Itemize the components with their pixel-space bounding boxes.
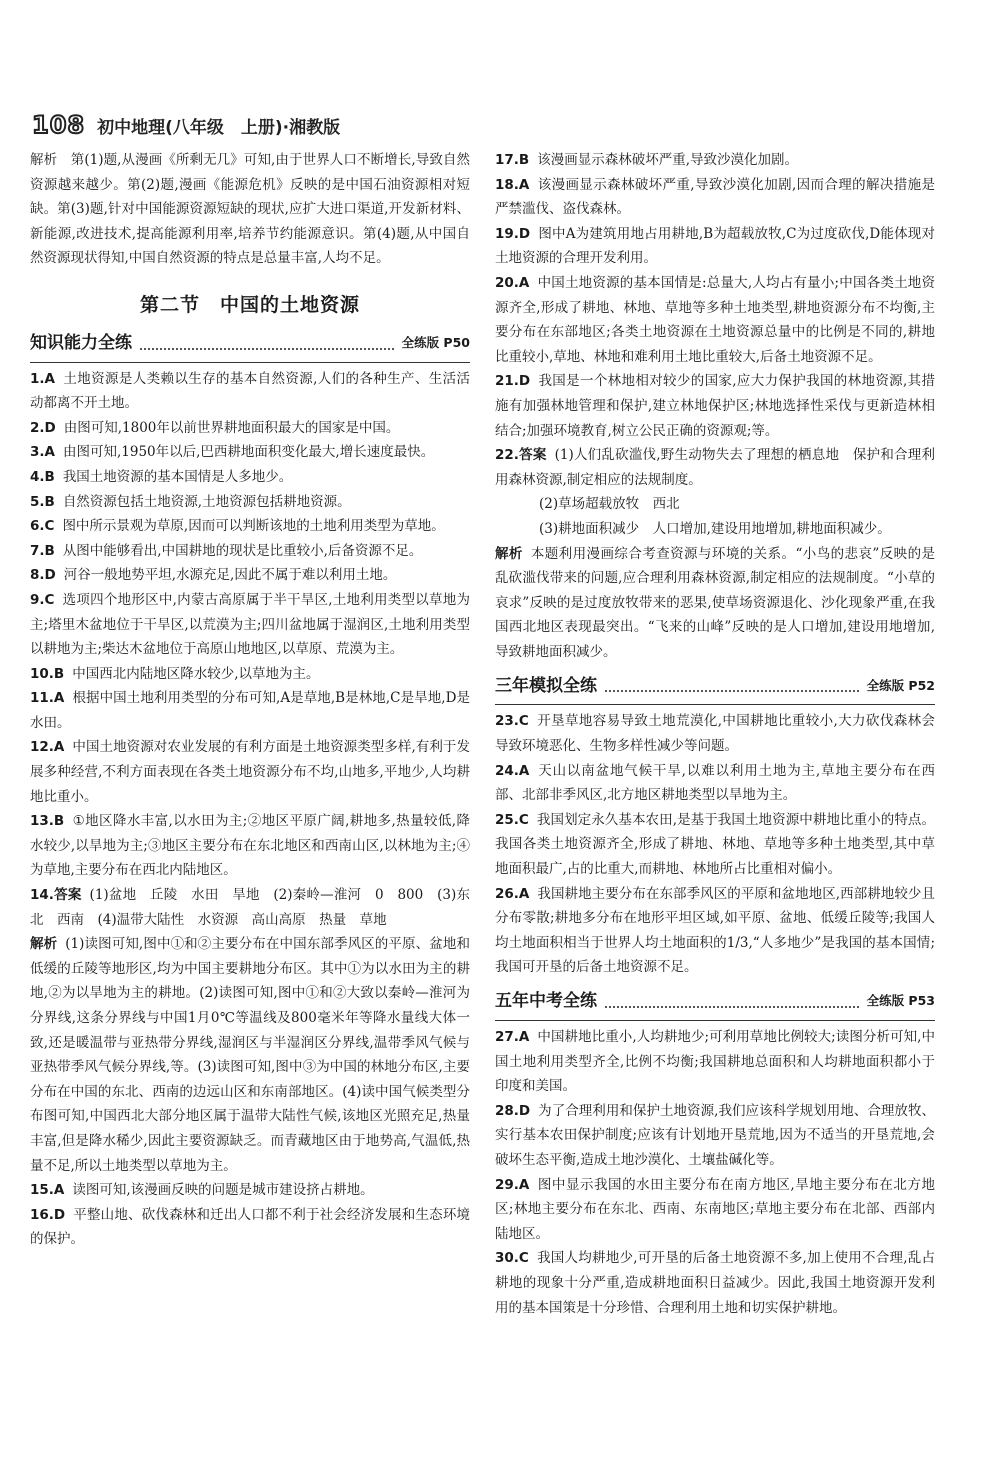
answer-item [495,882,935,980]
answer-item [30,514,470,539]
answer-number: 9.C [30,591,55,608]
answer-22-explanation: 解析 本题利用漫画综合考查资源与环境的关系。“小鸟的悲哀”反映的是乱砍滥伐带来的问题,应合理利用森林资源,制定相应的法规制度。“小草的哀求”反映的是过度放牧带来的恶果,使草场资源退化、沙化现象严重,在我国西北地区表现最突出。“飞来的山峰”反映的是人口增加,建设用地增加,导致耕地面积减少。 [495,545,935,660]
answer-number: 27.A [495,1029,530,1045]
book-title: 初中地理(八年级 上册)·湘教版 [97,117,341,138]
bar-title: 五年中考全练 [495,991,597,1012]
answer-text: 该漫画显示森林破坏严重,导致沙漠化加剧,因而合理的解决措施是严禁滥伐、盗伐森林。 [495,176,935,218]
answer-number: 12.A [30,739,65,756]
answer-list [495,709,935,980]
answer-text: 由图可知,1950年以后,巴西耕地面积变化最大,增长速度最快。 [62,444,435,461]
section-bar [495,670,935,705]
answer-number: 4.B [30,468,55,485]
answer-item [30,440,470,465]
answer-item [30,1203,470,1252]
answer-item [495,808,935,882]
answer-text: 图中A为建筑用地占用耕地,B为超载放牧,C为过度砍伐,D能体现对土地资源的合理开发利用。 [495,225,935,267]
answer-text: 开垦草地容易导致土地荒漠化,中国耕地比重较小,大力砍伐森林会导致环境恶化、生物多样性减少等问题。 [495,713,935,755]
answer-item [495,148,935,173]
answer-item [30,932,470,1178]
answer-text: 我国土地资源的基本国情是人多地少。 [62,468,293,485]
answer-item [30,1178,470,1203]
answer-item [30,416,470,441]
answer-text: 我国耕地主要分布在东部季风区的平原和盆地地区,西部耕地较少且分布零散;耕地多分布在地形平坦区域,如平原、盆地、低缓丘陵等;我国人均土地面积相当于世界人均土地面积的1/3,“人多地少”是我国的基本国情;我国可开垦的后备土地资源不足。 [495,885,935,976]
answer-number: 6.C [30,518,55,535]
answer-text: 根据中国土地利用类型的分布可知,A是草地,B是林地,C是旱地,D是水田。 [30,690,470,731]
answer-item [30,539,470,564]
answer-number: 17.B [495,152,530,168]
answer-text: 土地资源是人类赖以生存的基本自然资源,人们的各种生产、生活活动都离不开土地。 [30,370,470,412]
answer-text: (1)盆地 丘陵 水田 旱地 (2)秦岭—淮河 0 800 (3)东北 西南 (4)温带大陆性 水资源 高山高原 热量 草地 [30,887,470,928]
left-column [30,148,470,1252]
answer-item [30,686,470,735]
answer-text: 中国土地资源对农业发展的有利方面是土地资源类型多样,有利于发展多种经营,不利方面表现在各类土地资源分布不均,山地多,平地少,人均耕地比重小。 [30,739,470,805]
answer-number: 2.D [30,419,56,436]
answer-text: 中国土地资源的基本国情是:总量大,人均占有量小;中国各类土地资源齐全,形成了耕地、林地、草地等多种土地类型,耕地资源分布不均衡,主要分布在东部地区;各类土地资源在土地资源总量中的比例是不同的,耕地比重较小,草地、林地和难利用土地比重较大,后备土地资源不足。 [495,274,935,365]
answer-item [495,1025,935,1099]
answer-item [495,1246,935,1320]
answer-item [30,883,470,932]
answer-item [30,563,470,588]
bar-dots [605,690,859,692]
answer-number: 22.答案 [495,447,547,464]
answer-number: 30.C [495,1250,529,1267]
intro-explanation: 解析 第(1)题,从漫画《所剩无几》可知,由于世界人口不断增长,导致自然资源越来越少。第(2)题,漫画《能源危机》反映的是中国石油资源相对短缺。第(3)题,针对中国能源资源短缺的现状,应扩大进口渠道,开发新材料、新能源,改进技术,提高能源利用率,培养节约能源意识。第(4)题,从中国自然资源现状得知,中国自然资源的特点是总量丰富,人均不足。 [30,152,470,267]
answer-item [30,367,470,416]
answer-text: 选项四个地形区中,内蒙古高原属于半干旱区,土地利用类型以草地为主;塔里木盆地位于干旱区,以荒漠为主;四川盆地属于湿润区,土地利用类型以耕地为主;柴达木盆地位于高原山地地区,以草原、荒漠为主。 [30,591,470,658]
answer-list [495,1025,935,1320]
answer-number: 23.C [495,713,529,730]
answer-item [495,759,935,808]
answer-number: 28.D [495,1102,531,1119]
section-bar [495,986,935,1021]
answer-text: (1)读图可知,图中①和②主要分布在中国东部季风区的平原、盆地和低缓的丘陵等地形区,均为中国主要耕地分布区。其中①为以水田为主的耕地,②为以旱地为主的耕地。(2)读图可知,图中①和②大致以秦岭—淮河为分界线,这条分界线与中国1月0℃等温线及800毫米年等降水量线大体一致,还是暖温带与亚热带分界线,湿润区与半湿润区分界线,温带季风气候与亚热带季风气候分界线,等。(3)读图可知,图中③为中国的林地分布区,主要分布在中国的东北、西南的边远山区和东南部地区。(4)读中国气候类型分布图可知,中国西北大部分地区属于温带大陆性气候,该地区光照充足,热量丰富,但是降水稀少,因此主要资源缺乏。而青藏地区由于地势高,气温低,热量不足,所以土地类型以草地为主。 [30,936,470,1174]
answer-item [495,173,935,222]
answer-number: 14.答案 [30,887,82,904]
answer-item [495,1099,935,1173]
answer-text: 中国耕地比重小,人均耕地少;可利用草地比例较大;读图分析可知,中国土地利用类型齐全,比例不均衡;我国耕地总面积和人均耕地面积都小于印度和美国。 [495,1029,935,1095]
answer-number: 1.A [30,370,55,387]
answer-number: 19.D [495,225,531,242]
page-number: 108 [32,111,86,139]
answer-text: 为了合理利用和保护土地资源,我们应该科学规划用地、合理放牧、实行基本农田保护制度;应该有计划地开垦荒地,因为不适当的开垦荒地,会破坏生态平衡,造成土地沙漠化、土壤盐碱化等。 [495,1102,935,1168]
section-title: 第二节 中国的土地资源 [139,293,360,316]
answer-item [495,1173,935,1247]
answer-22-part3: (3)耕地面积减少 人口增加,建设用地增加,耕地面积减少。 [539,520,891,537]
answer-number: 24.A [495,762,530,779]
bar-title: 知识能力全练 [30,332,132,353]
answer-number: 10.B [30,665,65,682]
answer-item [30,735,470,809]
bar-dots [140,348,394,350]
answer-text: 平整山地、砍伐森林和迁出人口都不利于社会经济发展和生态环境的保护。 [30,1206,470,1248]
answer-text: 自然资源包括土地资源,土地资源包括耕地资源。 [62,493,351,510]
right-column [495,148,935,1320]
answer-item [495,369,935,443]
answer-text: 我国人均耕地少,可开垦的后备土地资源不多,加上使用不合理,乱占耕地的现象十分严重,造成耕地面积日益减少。因此,我国土地资源开发利用的基本国策是十分珍惜、合理利用土地和切实保护耕地。 [495,1250,935,1316]
answer-item [495,443,935,492]
answer-number: 18.A [495,176,530,193]
answer-number: 16.D [30,1206,66,1223]
answer-number: 21.D [495,373,531,390]
bar-ref: 全练版 P50 [401,334,470,350]
answer-number: 29.A [495,1176,530,1193]
bar-ref: 全练版 P53 [866,993,935,1009]
answer-item [495,222,935,271]
bar-ref: 全练版 P52 [866,677,935,693]
answer-text: 我国是一个林地相对较少的国家,应大力保护我国的林地资源,其措施有加强林地管理和保护,建立林地保护区;林地选择性采伐与更新造林相结合;加强环境教育,树立公民正确的资源观;等。 [495,373,935,439]
page-header [30,108,970,142]
bar-title: 三年模拟全练 [495,675,597,696]
answer-text: 从图中能够看出,中国耕地的现状是比重较小,后备资源不足。 [62,542,423,559]
answer-text: 由图可知,1800年以前世界耕地面积最大的国家是中国。 [63,419,400,436]
answer-number: 8.D [30,567,56,584]
answer-number: 15.A [30,1182,65,1199]
answer-number: 26.A [495,885,530,902]
answer-number: 5.B [30,493,55,510]
answer-text: 我国划定永久基本农田,是基于我国土地资源中耕地比重小的特点。我国各类土地资源齐全,形成了耕地、林地、草地等多种土地类型,其中草地面积最广,占的比重大,而耕地、林地所占比重相对偏小。 [495,811,935,878]
answer-number: 3.A [30,444,55,461]
answer-item [30,809,470,883]
answer-list [495,148,935,492]
answer-text: 中国西北内陆地区降水较少,以草地为主。 [72,665,320,682]
answer-number: 20.A [495,274,530,291]
answer-number: 25.C [495,811,529,828]
answer-22-part2: (2)草场超载放牧 西北 [539,496,680,513]
answer-text: 该漫画显示森林破坏严重,导致沙漠化加剧。 [537,152,799,168]
answer-item [30,662,470,687]
answer-text: 读图可知,该漫画反映的问题是城市建设挤占耕地。 [72,1182,374,1199]
answer-text: ①地区降水丰富,以水田为主;②地区平原广阔,耕地多,热量较低,降水较少,以旱地为主;③地区主要分布在东北地区和西南山区,以林地为主;④为草地,主要分布在西北内陆地区。 [30,813,470,879]
section-bar [30,328,470,363]
answer-text: 图中所示景观为草原,因而可以判断该地的土地利用类型为草地。 [62,518,445,535]
answer-text: 天山以南盆地气候干旱,以难以利用土地为主,草地主要分布在西部、北部非季风区,北方地区耕地类型以旱地为主。 [495,762,935,804]
answer-item [495,709,935,758]
answer-number: 解析 [30,936,58,953]
answer-number: 13.B [30,813,65,830]
answer-item [495,271,935,369]
answer-item [30,465,470,490]
bar-dots [605,1006,859,1008]
answer-item [30,490,470,515]
answer-text: 河谷一般地势平坦,水源充足,因此不属于难以利用土地。 [63,567,397,584]
answer-text: 图中显示我国的水田主要分布在南方地区,旱地主要分布在北方地区;林地主要分布在东北、西南、东南地区;草地主要分布在北部、西部内陆地区。 [495,1176,935,1242]
answer-number: 7.B [30,542,55,559]
answer-item [30,588,470,662]
answer-text: (1)人们乱砍滥伐,野生动物失去了理想的栖息地 保护和合理利用森林资源,制定相应的法规制度。 [495,447,935,488]
answer-number: 11.A [30,690,65,707]
answer-list [30,367,470,1252]
